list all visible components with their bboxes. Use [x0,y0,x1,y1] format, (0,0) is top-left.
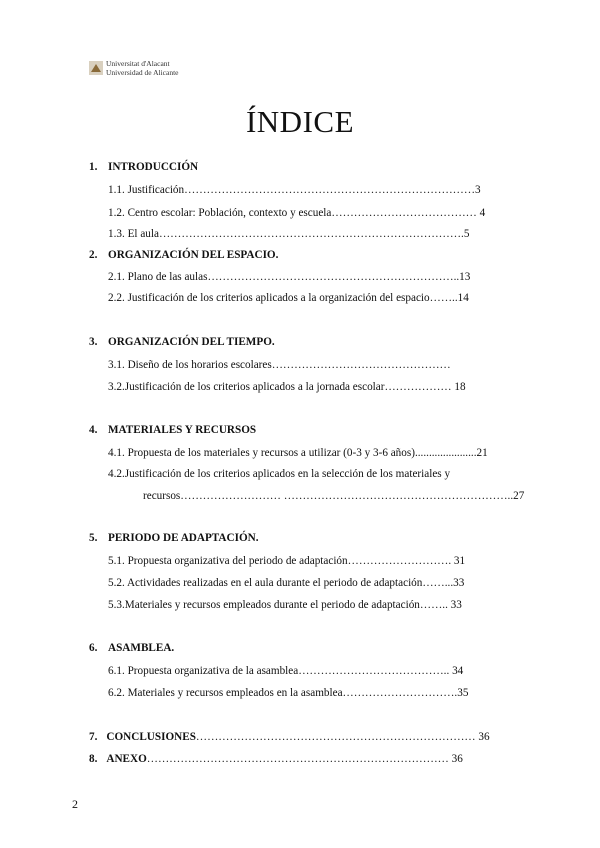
page-title: ÍNDICE [245,104,355,139]
section-label: INTRODUCCIÓN [108,161,199,173]
entry-page: 18 [454,381,466,393]
section-label: CONCLUSIONES [106,731,196,743]
entry-page: 5 [463,228,470,240]
entry-page: 21 [476,447,488,459]
section-number: 1. [89,161,98,173]
toc-section-5 [89,531,259,545]
toc-entry-4-2 [108,467,450,481]
toc-entry-6-1 [108,664,463,678]
leader-dots: …………………………………………………………………… [184,184,475,196]
entry-text: 2.1. Plano de las aulas [108,271,208,283]
logo-line-1: Universitat d'Alacant [106,59,170,68]
toc-entry-4-1 [108,446,488,460]
leader-dots: ……………… [384,381,455,393]
toc-entry-3-2 [108,380,466,394]
leader-dots: …………………………. [342,687,458,699]
entry-text: 1.1. Justificación [108,184,185,196]
entry-page: 33 [453,577,465,589]
section-label: ORGANIZACIÓN DEL TIEMPO. [108,336,275,348]
toc-entry-2-2 [108,291,469,305]
toc-entry-2-1 [108,270,470,284]
leader-dots: ………………………. [347,555,454,567]
leader-dots: ………………………………………………………………………. [158,228,464,240]
entry-text: 3.2.Justificación de los criterios aplicados a la jornada escolar [108,381,385,393]
leader-dots: ...................... [414,447,477,459]
section-label: PERIODO DE ADAPTACIÓN. [108,532,259,544]
leader-dots: ………………………………………… [271,359,451,371]
entry-text: 1.3. El aula [108,228,159,240]
toc-entry-1-1 [108,183,481,197]
toc-entry-1-3 [108,227,469,241]
section-number: 4. [89,424,98,436]
section-label: ASAMBLEA. [108,642,175,654]
leader-dots: ……………………… …………………………………………………….. [180,490,514,502]
entry-page: 36 [451,753,463,765]
entry-page: 27 [513,490,525,502]
entry-text: 5.3.Materiales y recursos empleados durante el periodo de adaptación [108,599,420,611]
entry-text: 2.2. Justificación de los criterios aplicados a la organización del espacio [108,292,430,304]
entry-text: 5.2. Actividades realizadas en el aula durante el periodo de adaptación [108,577,423,589]
toc-section-4 [89,423,257,437]
entry-text: 1.2. Centro escolar: Población, contexto y escuela [108,207,332,219]
entry-text: 3.1. Diseño de los horarios escolares [108,359,272,371]
toc-section-2 [89,248,279,262]
toc-section-1 [89,160,199,174]
toc-entry-5-1 [108,554,465,568]
leader-dots: ………………………………………………………….. [207,271,460,283]
entry-text: 4.1. Propuesta de los materiales y recursos a utilizar (0-3 y 3-6 años) [108,447,415,459]
entry-text: 6.1. Propuesta organizativa de la asamblea [108,665,299,677]
leader-dots: ………………………………….. [298,665,450,677]
entry-page: 4 [479,207,486,219]
logo-line-2: Universidad de Alicante [106,67,179,77]
entry-text: 4.2.Justificación de los criterios aplicados en la selección de los materiales y [108,468,451,480]
entry-page: 3 [475,184,481,196]
entry-page: 13 [459,271,471,283]
entry-text: recursos [143,490,181,502]
entry-text: 5.1. Propuesta organizativa del periodo de adaptación [108,555,348,567]
entry-page: 36 [475,731,490,743]
leader-dots: ……………………………………………………………………… [146,753,452,765]
toc-section-8 [89,752,463,766]
toc-entry-5-2 [108,576,464,590]
section-label: ORGANIZACIÓN DEL ESPACIO. [108,249,279,261]
toc-section-6 [89,641,175,655]
leader-dots: …….. [429,292,458,304]
page-number: 2 [72,797,78,811]
section-label: ANEXO [106,753,147,765]
section-number: 3. [89,336,98,348]
entry-page: 31 [453,555,466,567]
toc-entry-1-2 [108,206,485,220]
toc-entry-5-3 [108,598,462,612]
section-number: 7. [89,731,98,743]
leader-dots: ………………………………………………………………… [195,731,476,743]
leader-dots: ………………………………… [331,207,480,219]
section-number: 2. [89,249,98,261]
toc-entry-4-2-cont [143,489,524,503]
entry-page: 14 [457,292,469,304]
section-number: 6. [89,642,98,654]
leader-dots: ……... [422,577,454,589]
entry-page: 35 [457,687,469,699]
toc-section-3 [89,335,275,349]
section-label: MATERIALES Y RECURSOS [108,424,257,436]
entry-text: 6.2. Materiales y recursos empleados en la asamblea [108,687,343,699]
leader-dots: …….. [419,599,451,611]
section-number: 5. [89,532,98,544]
toc-section-7 [89,730,490,744]
toc-entry-3-1 [108,358,451,372]
section-number: 8. [89,753,98,765]
entry-page: 33 [450,599,462,611]
entry-page: 34 [449,665,464,677]
toc-entry-6-2 [108,686,468,700]
